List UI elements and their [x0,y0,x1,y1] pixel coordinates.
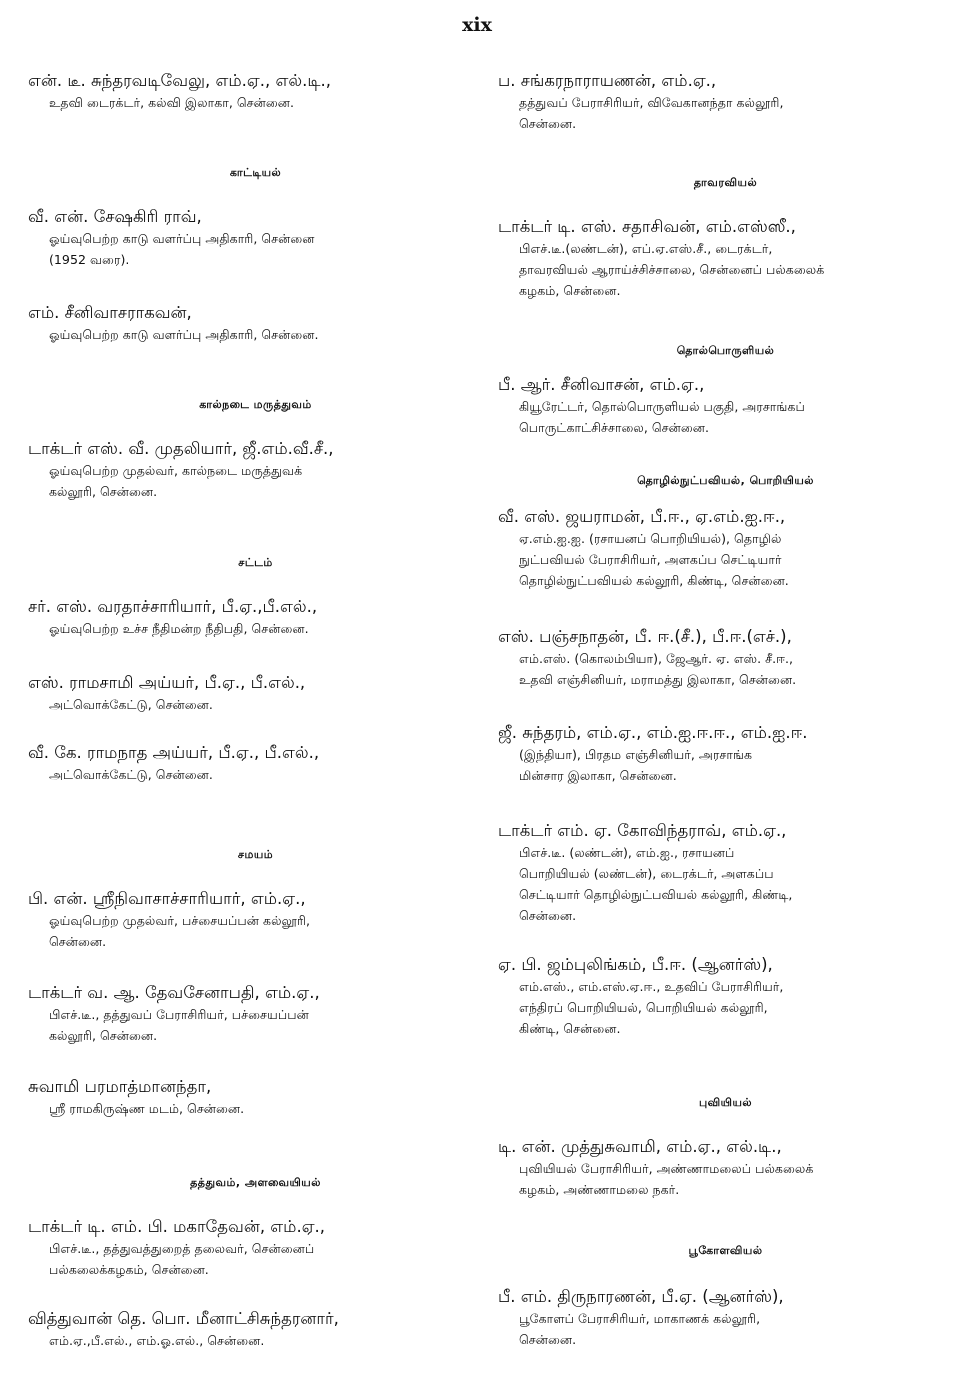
person-detail-line: ஓய்வுபெற்ற உச்ச நீதிமன்ற நீதிபதி, சென்னை. [49,621,309,636]
directory-entry [498,626,953,690]
person-name: ப. சங்கரநாராயணன், எம்.ஏ., [498,71,717,90]
person-detail-line: பல்கலைக்கழகம், சென்னை. [49,1262,209,1277]
person-detail-line: செட்டியார் தொழில்நுட்பவியல் கல்லூரி, கிண்டி, [519,887,793,902]
directory-entry [498,722,953,786]
person-detail-line: தாவரவியல் ஆராய்ச்சிச்சாலை, சென்னைப் பல்கலைக் [519,262,825,277]
section-heading: கால்நடை மருத்துவம் [199,398,312,411]
person-name: டி. என். முத்துசுவாமி, எம்.ஏ., எல்.டி., [498,1137,782,1156]
person-detail-line: ஓய்வுபெற்ற முதல்வர், கால்நடை மருத்துவக் [49,463,303,478]
person-detail-line: மின்சார இலாகா, சென்னை. [519,768,677,783]
directory-entry [28,672,483,715]
person-detail-line: கிண்டி, சென்னை. [519,1021,621,1036]
person-detail-line: (இந்தியா), பிரதம எஞ்சினியர், அரசாங்க [519,747,753,762]
section-heading: தத்துவம், அளவையியல் [190,1176,321,1189]
person-name: ஏ. பி. ஜம்புலிங்கம், பீ.ஈ. (ஆனர்ஸ்), [498,955,773,974]
person-name: எம். சீனிவாசராகவன், [28,303,192,322]
person-detail-line: ஓய்வுபெற்ற முதல்வர், பச்சையப்பன் கல்லூரி, [49,913,310,928]
directory-entry [498,954,953,1039]
person-detail-line: அட்வொக்கேட்டு, சென்னை. [49,697,213,712]
directory-entry [28,1308,483,1351]
person-name: பீ. எம். திருநாரணன், பீ.ஏ. (ஆனர்ஸ்), [498,1287,784,1306]
person-detail-line: தொழில்நுட்பவியல் கல்லூரி, கிண்டி, சென்னை. [519,573,789,588]
person-detail-line: எம்.எஸ். (கொலம்பியா), ஜேஆர். ஏ. எஸ். சீ.ஈ., [519,651,794,666]
person-name: டாக்டர் வ. ஆ. தேவசேனாபதி, எம்.ஏ., [28,983,320,1002]
person-detail-line: ஓய்வுபெற்ற காடு வளர்ப்பு அதிகாரி, சென்னை. [49,327,319,342]
directory-entry [28,70,483,113]
section-heading: தாவரவியல் [693,176,758,189]
person-detail-line: பிஎச்.டீ.(லண்டன்), எப்.ஏ.எஸ்.சீ., டைரக்டர், [519,241,773,256]
directory-entry [28,596,483,639]
person-detail-line: கியூரேட்டர், தொல்பொருளியல் பகுதி, அரசாங்கப் [519,399,805,414]
person-detail-line: கல்லூரி, சென்னை. [49,484,158,499]
person-detail-line: பிஎச்.டீ. (லண்டன்), எம்.ஐ., ரசாயனப் [519,845,735,860]
person-name: டாக்டர் எஸ். வீ. முதலியார், ஜீ.எம்.வீ.சீ., [28,439,334,458]
person-detail-line: தத்துவப் பேராசிரியர், விவேகானந்தா கல்லூரி, [519,95,784,110]
person-name: வீ. எஸ். ஜயராமன், பீ.ஈ., ஏ.எம்.ஐ.ஈ., [498,507,786,526]
person-detail-line: பிஎச்.டீ., தத்துவத்துறைத் தலைவர், சென்னைப் [49,1241,315,1256]
person-detail-line: ஏ.எம்.ஐ.ஐ. (ரசாயனப் பொறியியல்), தொழில் [519,531,782,546]
directory-entry [28,1076,483,1119]
directory-entry [28,302,483,345]
directory-entry [28,206,483,270]
section-heading: காட்டியல் [229,166,282,179]
person-detail-line: நுட்பவியல் பேராசிரியர், அளகப்ப செட்டியார் [519,552,782,567]
person-detail-line: பொருட்காட்சிச்சாலை, சென்னை. [519,420,709,435]
person-detail-line: எந்திரப் பொறியியல், பொறியியல் கல்லூரி, [519,1000,768,1015]
person-detail-line: ஓய்வுபெற்ற காடு வளர்ப்பு அதிகாரி, சென்னை [49,231,315,246]
person-name: ஜீ. சுந்தரம், எம்.ஏ., எம்.ஐ.ஈ.ஈ., எம்.ஐ.ஈ. [498,723,808,742]
person-detail-line: சென்னை. [519,1332,577,1347]
person-name: வீ. என். சேஷகிரி ராவ், [28,207,202,226]
directory-entry [498,820,953,926]
person-detail-line: உதவி எஞ்சினியர், மராமத்து இலாகா, சென்னை. [519,672,797,687]
directory-entry [28,982,483,1046]
person-detail-line: பொறியியல் (லண்டன்), டைரக்டர், அளகப்ப [519,866,774,881]
page-number: xix [462,14,492,36]
person-name: டாக்டர் எம். ஏ. கோவிந்தராவ், எம்.ஏ., [498,821,787,840]
person-name: டாக்டர் டி. எஸ். சதாசிவன், எம்.எஸ்ஸீ., [498,217,796,236]
person-detail-line: பிஎச்.டீ., தத்துவப் பேராசிரியர், பச்சையப்பன் [49,1007,309,1022]
person-name: சுவாமி பரமாத்மானந்தா, [28,1077,212,1096]
person-detail-line: சென்னை. [519,116,577,131]
person-detail-line: புவியியல் பேராசிரியர், அண்ணாமலைப் பல்கலைக் [519,1161,814,1176]
directory-entry [498,216,953,301]
section-heading: சட்டம் [238,556,273,569]
person-name: பீ. ஆர். சீனிவாசன், எம்.ஏ., [498,375,705,394]
person-detail-line: உதவி டைரக்டர், கல்வி இலாகா, சென்னை. [49,95,294,110]
section-heading: தொல்பொருளியல் [676,344,775,357]
person-detail-line: அட்வொக்கேட்டு, சென்னை. [49,767,213,782]
person-detail-line: (1952 வரை). [49,252,130,267]
person-detail-line: சென்னை. [49,934,107,949]
person-detail-line: எம்.எஸ்., எம்.எஸ்.ஏ.ஈ., உதவிப் பேராசிரியர், [519,979,784,994]
person-detail-line: பூகோளப் பேராசிரியர், மாகாணக் கல்லூரி, [519,1311,761,1326]
person-name: என். டீ. சுந்தரவடிவேலு, எம்.ஏ., எல்.டி., [28,71,331,90]
person-detail-line: கல்லூரி, சென்னை. [49,1028,158,1043]
person-name: பி. என். ஸ்ரீநிவாசாச்சாரியார், எம்.ஏ., [28,889,306,908]
section-heading: சமயம் [237,848,274,861]
section-heading: பூகோளவியல் [688,1244,763,1257]
person-detail-line: கழகம், அண்ணாமலை நகர். [519,1182,680,1197]
directory-entry [28,438,483,502]
directory-entry [498,1286,953,1350]
directory-entry [498,374,953,438]
directory-entry [498,1136,953,1200]
person-detail-line: கழகம், சென்னை. [519,283,621,298]
section-heading: புவியியல் [698,1096,753,1109]
directory-entry [28,888,483,952]
directory-entry [498,70,953,134]
person-name: டாக்டர் டி. எம். பி. மகாதேவன், எம்.ஏ., [28,1217,326,1236]
person-name: வீ. கே. ராமநாத அய்யர், பீ.ஏ., பீ.எல்., [28,743,320,762]
person-detail-line: சென்னை. [519,908,577,923]
directory-entry [28,1216,483,1280]
person-detail-line: எம்.ஏ.,பீ.எல்., எம்.ஓ.எல்., சென்னை. [49,1333,265,1348]
person-name: வித்துவான் தெ. பொ. மீனாட்சிசுந்தரனார், [28,1309,339,1328]
section-heading: தொழில்நுட்பவியல், பொறியியல் [637,474,814,487]
person-detail-line: ஸ்ரீ ராமகிருஷ்ண மடம், சென்னை. [49,1101,245,1116]
directory-entry [28,742,483,785]
person-name: எஸ். ராமசாமி அய்யர், பீ.ஏ., பீ.எல்., [28,673,306,692]
directory-entry [498,506,953,591]
person-name: சர். எஸ். வரதாச்சாரியார், பீ.ஏ.,பீ.எல்., [28,597,318,616]
person-name: எஸ். பஞ்சநாதன், பீ. ஈ.(சீ.), பீ.ஈ.(எச்.), [498,627,792,646]
